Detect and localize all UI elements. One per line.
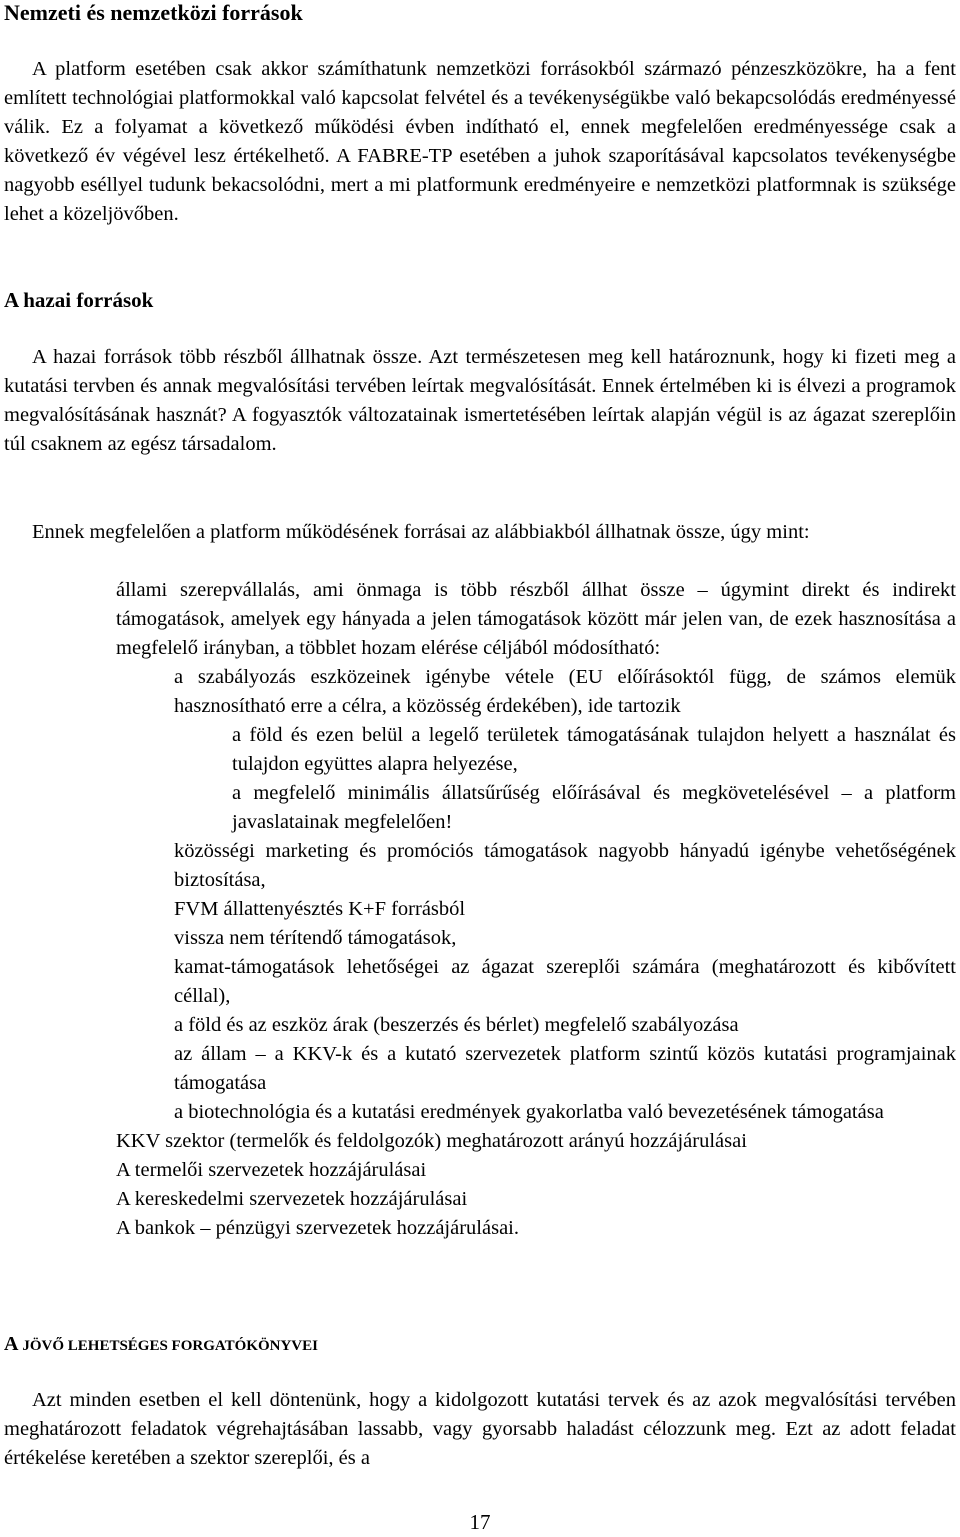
paragraph-hazai-forrasok xyxy=(4,343,956,459)
list-item xyxy=(0,1214,956,1243)
list-item xyxy=(0,1040,956,1098)
list-item-text: a föld és az eszköz árak (beszerzés és bérlet) megfelelő szabályozása xyxy=(174,1014,739,1036)
paragraph-forrasok-osszetetele xyxy=(4,518,956,547)
list-item-text: a biotechnológia és a kutatási eredmények gyakorlatba való bevezetésének támogatása xyxy=(174,1101,884,1123)
list-item xyxy=(0,1127,956,1156)
list-item xyxy=(0,779,956,837)
paragraph-text: A platform esetében csak akkor számíthatunk nemzetközi forrásokból származó pénzeszközökre, ha a fent említett technológiai platformokkal való kapcsolat felvétel és a tevékenységükbe való bekapcsolódás eredményessé válik. Ez a folyamat a következő működési évben indítható el, ennek megfelelően eredményessége csak a következő év végével lesz értékelhető. A FABRE-TP esetében a juhok szaporításával kapcsolatos tevékenységbe nagyobb eséllyel tudunk bekacsolódni, mert a mi platformunk eredményeire e nemzetközi platformnak is szüksége lehet a közeljövőben. xyxy=(4,58,956,225)
list-item-text: a föld és ezen belül a legelő területek támogatásának tulajdon helyett a használat és tulajdon együttes alapra helyezése, xyxy=(232,724,956,775)
list-item-text: A termelői szervezetek hozzájárulásai xyxy=(116,1159,427,1181)
list-item-text: kamat-támogatások lehetőségei az ágazat szereplői számára (meghatározott és kibővített céllal), xyxy=(174,956,956,1007)
list-item-text: állami szerepvállalás, ami önmaga is több részből állhat össze – úgymint direkt és indirekt támogatások, amelyek egy hányada a jelen támogatások között már jelen van, de ezek hasznosítása a megfelelő irányban, a többlet hozam elérése céljából módosítható: xyxy=(116,579,956,659)
list-item xyxy=(0,924,956,953)
list-item-text: A kereskedelmi szervezetek hozzájárulásai xyxy=(116,1188,468,1210)
page-number: 17 xyxy=(469,1510,491,1534)
list-item xyxy=(0,663,956,721)
list-item-text: a megfelelő minimális állatsűrűség előírásával és megkövetelésével – a platform javaslatainak megfelelően! xyxy=(232,782,956,833)
list-item xyxy=(0,1098,956,1127)
list-item xyxy=(0,1011,956,1040)
heading-initial: A xyxy=(4,1333,23,1355)
list-item xyxy=(0,1185,956,1214)
section-heading-jovo xyxy=(4,1331,318,1359)
list-item-text: a szabályozás eszközeinek igénybe vétele (EU előírásoktól függ, de számos elemük hasznosítható erre a célra, a közösség érdekében), ide tartozik xyxy=(174,666,956,717)
list-item xyxy=(0,837,956,895)
paragraph-nemzeti-forrasok xyxy=(4,55,956,229)
list-item xyxy=(0,953,956,1011)
list-item-text: vissza nem térítendő támogatások, xyxy=(174,927,457,949)
list-item xyxy=(0,895,956,924)
list-item xyxy=(0,721,956,779)
section-heading-nemzeti: Nemzeti és nemzetközi források xyxy=(4,0,303,25)
list-item xyxy=(0,576,956,663)
list-item xyxy=(0,1156,956,1185)
paragraph-text: Azt minden esetben el kell döntenünk, hogy a kidolgozott kutatási tervek és az azok megvalósítási tervében meghatározott feladatok végrehajtásában lassabb, vagy gyorsabb haladást célozzunk meg. Ezt az adott feladat értékelése keretében a szektor szereplői, és a xyxy=(4,1389,956,1469)
list-item-text: közösségi marketing és promóciós támogatások nagyobb hányadú igénybe vehetőségének biztosítása, xyxy=(174,840,956,891)
list-item-text: KKV szektor (termelők és feldolgozók) meghatározott arányú hozzájárulásai xyxy=(116,1130,747,1152)
paragraph-text: A hazai források több részből állhatnak össze. Azt természetesen meg kell határoznunk, hogy ki fizeti meg a kutatási tervben és annak megvalósítási tervében leírtak megvalósítását. Ennek értelmében ki is élvezi a programok megvalósításának hasznát? A fogyasztók változatainak ismertetésében leírtak alapján végül is az ágazat szereplőin túl csaknem az egész társadalom. xyxy=(4,346,956,455)
paragraph-jovo xyxy=(4,1386,956,1473)
list-item-text: az állam – a KKV-k és a kutató szervezetek platform szintű közös kutatási programjainak támogatása xyxy=(174,1043,956,1094)
section-heading-hazai: A hazai források xyxy=(4,288,154,312)
list-item-text: A bankok – pénzügyi szervezetek hozzájárulásai. xyxy=(116,1217,519,1239)
sources-list xyxy=(0,576,960,1243)
heading-smallcaps: JÖVŐ LEHETSÉGES FORGATÓKÖNYVEI xyxy=(22,1338,318,1354)
paragraph-text: Ennek megfelelően a platform működésének forrásai az alábbiakból állhatnak össze, úgy mint: xyxy=(32,521,810,543)
list-item-text: FVM állattenyésztés K+F forrásból xyxy=(174,898,466,920)
